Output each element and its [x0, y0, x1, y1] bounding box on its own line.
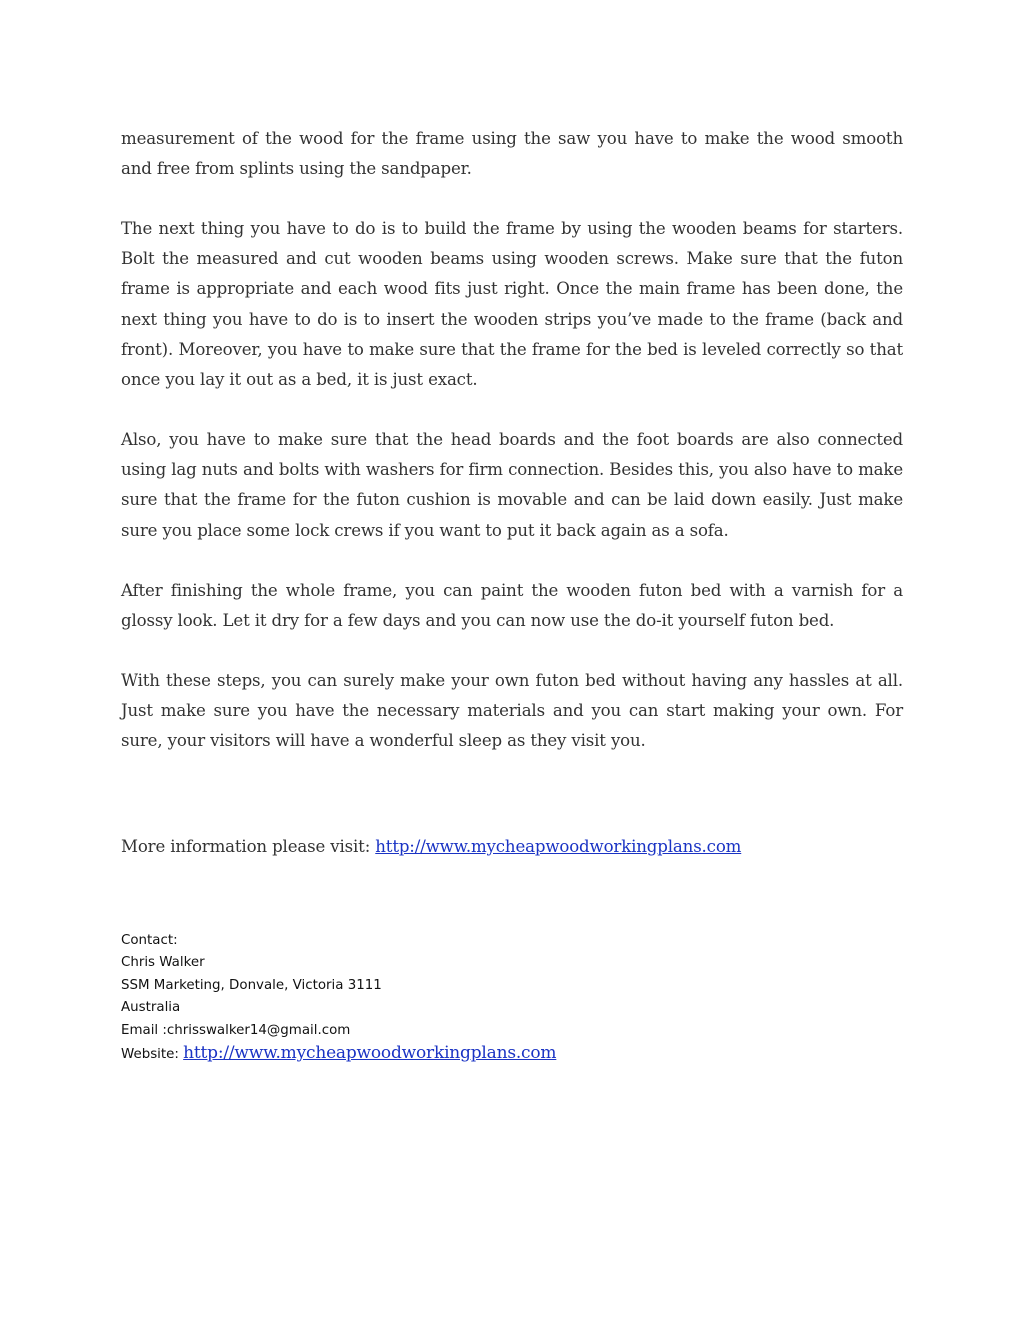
contact-website-label: Website:	[121, 1047, 184, 1063]
contact-name: Chris Walker	[121, 955, 205, 971]
contact-block	[121, 930, 821, 1066]
paragraph-conclusion: With these steps, you can surely make your own futon bed without having any hassles at all. Just make sure you have the necessary materials and you can start making your own. For sure, your visitors will have a wonderful sleep as they visit you.	[121, 671, 903, 751]
more-info-link[interactable]: http://www.mycheapwoodworkingplans.com	[375, 837, 742, 856]
contact-heading: Contact:	[121, 933, 178, 948]
contact-website-line	[121, 1042, 821, 1066]
paragraph-head-foot-boards: Also, you have to make sure that the head boards and the foot boards are also connected using lag nuts and bolts with washers for firm connection. Besides this, you also have to make sure that the frame for the futon cushion is movable and can be laid down easily. Just make sure you place some lock crews if you want to put it back again as a sofa.	[121, 430, 903, 540]
paragraph-varnish: After finishing the whole frame, you can paint the wooden futon bed with a varnish for a glossy look. Let it dry for a few days and you can now use the do-it yourself futon bed.	[121, 581, 903, 631]
contact-company: SSM Marketing, Donvale, Victoria 3111	[121, 977, 382, 993]
paragraph-measurement: measurement of the wood for the frame using the saw you have to make the wood smooth and free from splints using the sandpaper.	[121, 129, 903, 179]
contact-country: Australia	[121, 1000, 181, 1016]
contact-email: Email :chrisswalker14@gmail.com	[121, 1022, 351, 1038]
paragraph-build-frame: The next thing you have to do is to build the frame by using the wooden beams for starters. Bolt the measured and cut wooden beams using wooden screws. Make sure that the futon frame is appropriate and each wood fits just right. Once the main frame has been done, the next thing you have to do is to insert the wooden strips you’ve made to the frame (back and front). Moreover, you have to make sure that the frame for the bed is leveled correctly so that once you lay it out as a bed, it is just exact.	[121, 219, 903, 390]
contact-website-link[interactable]: http://www.mycheapwoodworkingplans.com	[183, 1043, 557, 1064]
more-info-line	[121, 832, 903, 862]
more-info-label: More information please visit:	[121, 837, 376, 856]
